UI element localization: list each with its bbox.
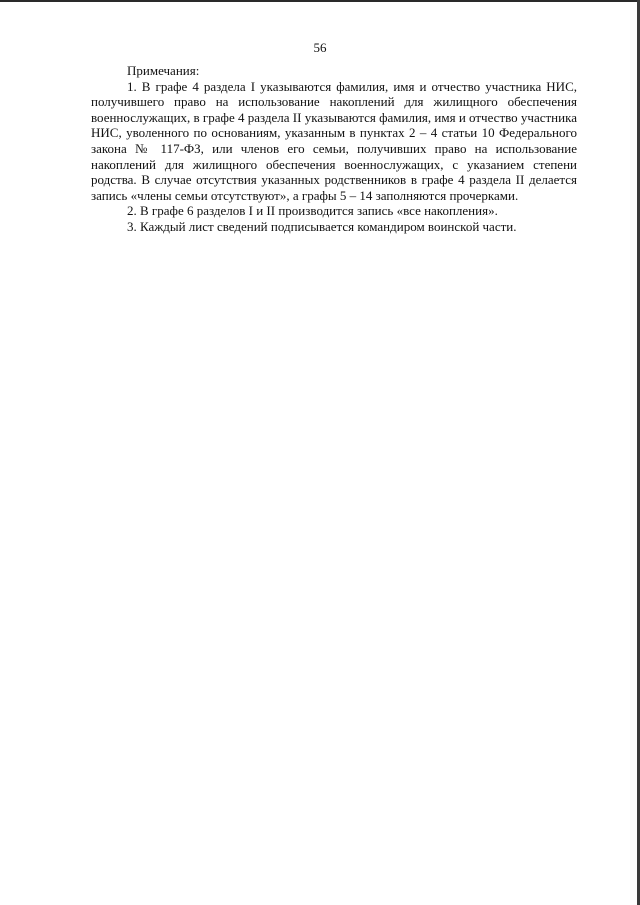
note-3: 3. Каждый лист сведений подписывается командиром воинской части. (127, 218, 517, 234)
note-2: 2. В графе 6 разделов I и II производится запись «все накопления». (127, 203, 498, 219)
notes-section (91, 63, 577, 235)
note-1: 1. В графе 4 раздела I указываются фамилия, имя и отчество участника НИС, получившего право на использование накоплений для жилищного обеспечения военнослужащих, в графе 4 раздела II указываются фамилия, имя и отчество участника НИС, уволенного по основаниям, указанным в пунктах 2 – 4 статьи 10 Федерального закона № 117-ФЗ, или членов его семьи, получивших право на использование накоплений для жилищного обеспечения военнослужащих, с указанием степени родства. В случае отсутствия указанных родственников в графе 4 раздела II делается запись «члены семьи отсутствуют», а графы 5 – 14 заполняются прочерками. (91, 78, 577, 203)
page-number: 56 (313, 40, 327, 55)
scan-edge-top (0, 0, 640, 2)
notes-heading: Примечания: (127, 63, 200, 78)
